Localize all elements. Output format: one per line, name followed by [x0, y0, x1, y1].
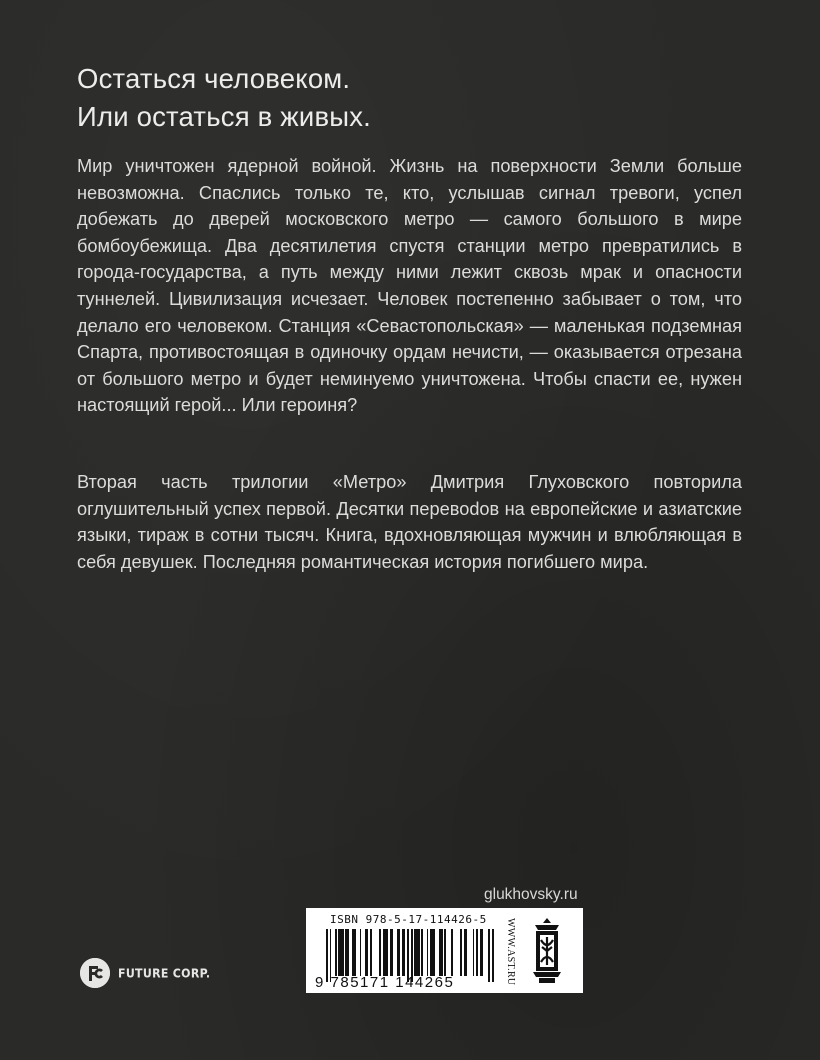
barcode-digits: 9 785171 144265: [315, 974, 455, 991]
description-paragraph-1: Мир уничтожен ядерной войной. Жизнь на поверхности Земли больше невозможна. Спаслись только те, кто, услышав сигнал тревоги, успел добежать до дверей московского метро — самого большого в мире бомбоубежища. Два десятилетия спустя станции метро превратились в города-государства, а путь между ними лежит сквозь мрак и опасности туннелей. Цивилизация исчезает. Человек постепенно забывает о том, что делало его человеком. Станция «Севастопольская» — маленькая подземная Спарта, противостоящая в одиночку ордам нечисти, — оказывается отрезана от большого метро и будет неминуемо уничтожена. Чтобы спасти ее, нужен настоящий герой... Или героиня?: [77, 156, 742, 416]
tagline-line-1: Остаться человеком.: [77, 63, 351, 94]
publisher-name: FUTURE CORP.: [118, 965, 211, 981]
tagline-line-2: Или остаться в живых.: [77, 101, 372, 132]
tagline: [77, 60, 757, 136]
future-corp-logo-icon: [80, 958, 110, 988]
barcode-bar: [372, 929, 379, 976]
barcode-bar: [492, 929, 494, 982]
lantern-logo-icon: [525, 916, 569, 986]
barcode-bars: [326, 929, 494, 976]
publisher-logo: [80, 958, 210, 988]
barcode-bar: [453, 929, 460, 976]
author-website: glukhovsky.ru: [484, 886, 578, 903]
publisher-url: WWW.AST.RU: [505, 918, 516, 986]
description-paragraph-2: Вторая часть трилогии «Метро» Дмитрия Глуховского повторила оглушительный успех первой. Десятки перевоdов на европейские и азиатские языки, тираж в сотни тысяч. Книга, вдохновляющая мужчин и влюбляющая в себя девушек. Последняя романтическая история погибшего мира.: [77, 472, 742, 572]
barcode-panel: [306, 908, 583, 993]
isbn-number: ISBN 978-5-17-114426-5: [330, 913, 487, 926]
